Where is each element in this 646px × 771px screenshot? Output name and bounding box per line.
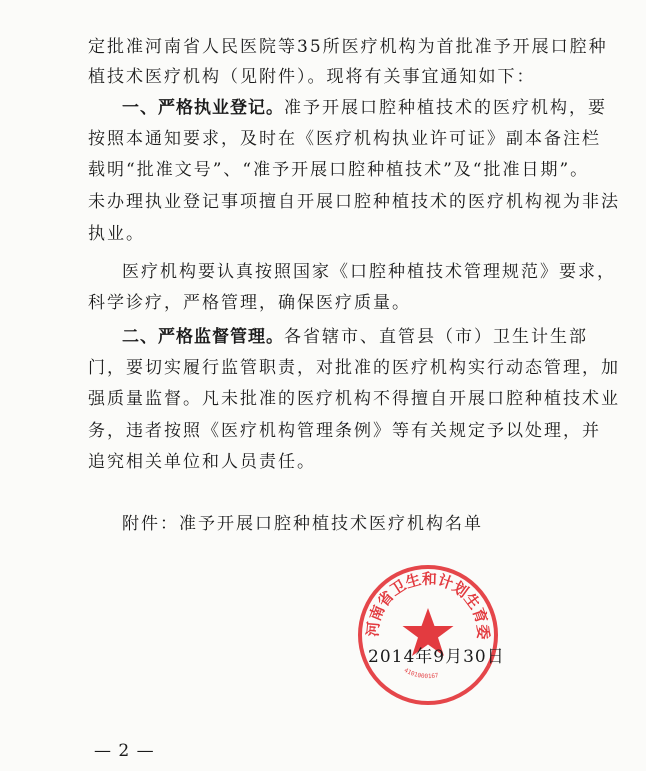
page-number: — 2 — bbox=[94, 741, 155, 761]
body-line-2: 植技术医疗机构（见附件）。现将有关事宜通知如下： bbox=[88, 67, 536, 87]
body-line-4: 按照本通知要求，及时在《医疗机构执业许可证》副本备注栏 bbox=[88, 129, 601, 149]
seal-text: 河南省卫生和计划生育委 bbox=[363, 569, 493, 640]
body-line-14: 追究相关单位和人员责任。 bbox=[88, 452, 316, 472]
section-1-paragraph bbox=[122, 97, 607, 119]
attachment-line: 附件：准予开展口腔种植技术医疗机构名单 bbox=[122, 514, 483, 534]
body-line-1: 定批准河南省人民医院等35所医疗机构为首批准予开展口腔种 bbox=[88, 37, 608, 57]
body-line-6: 未办理执业登记事项擅自开展口腔种植技术的医疗机构视为非法 bbox=[88, 192, 620, 212]
body-line-9: 科学诊疗，严格管理，确保医疗质量。 bbox=[88, 293, 411, 313]
section-1-text: 准予开展口腔种植技术的医疗机构，要 bbox=[284, 98, 607, 118]
section-2-heading: 二、严格监督管理。 bbox=[122, 327, 284, 347]
body-line-8: 医疗机构要认真按照国家《口腔种植技术管理规范》要求， bbox=[122, 262, 616, 282]
section-2-text: 各省辖市、直管县（市）卫生计生部 bbox=[284, 327, 588, 347]
section-2-paragraph bbox=[122, 326, 588, 348]
body-line-11: 门，要切实履行监管职责，对批准的医疗机构实行动态管理，加 bbox=[88, 358, 620, 378]
body-line-7: 执业。 bbox=[88, 224, 145, 244]
seal-number: 4101000167 bbox=[402, 666, 440, 681]
section-1-heading: 一、严格执业登记。 bbox=[122, 98, 284, 118]
body-line-5: 载明“批准文号”、“准予开展口腔种植技术”及“批准日期”。 bbox=[88, 160, 590, 180]
seal-graphic bbox=[353, 560, 503, 710]
body-line-12: 强质量监督。凡未批准的医疗机构不得擅自开展口腔种植技术业 bbox=[88, 389, 620, 409]
body-line-13: 务，违者按照《医疗机构管理条例》等有关规定予以处理，并 bbox=[88, 421, 601, 441]
signing-date: 2014年9月30日 bbox=[368, 647, 505, 667]
official-seal bbox=[353, 560, 503, 710]
